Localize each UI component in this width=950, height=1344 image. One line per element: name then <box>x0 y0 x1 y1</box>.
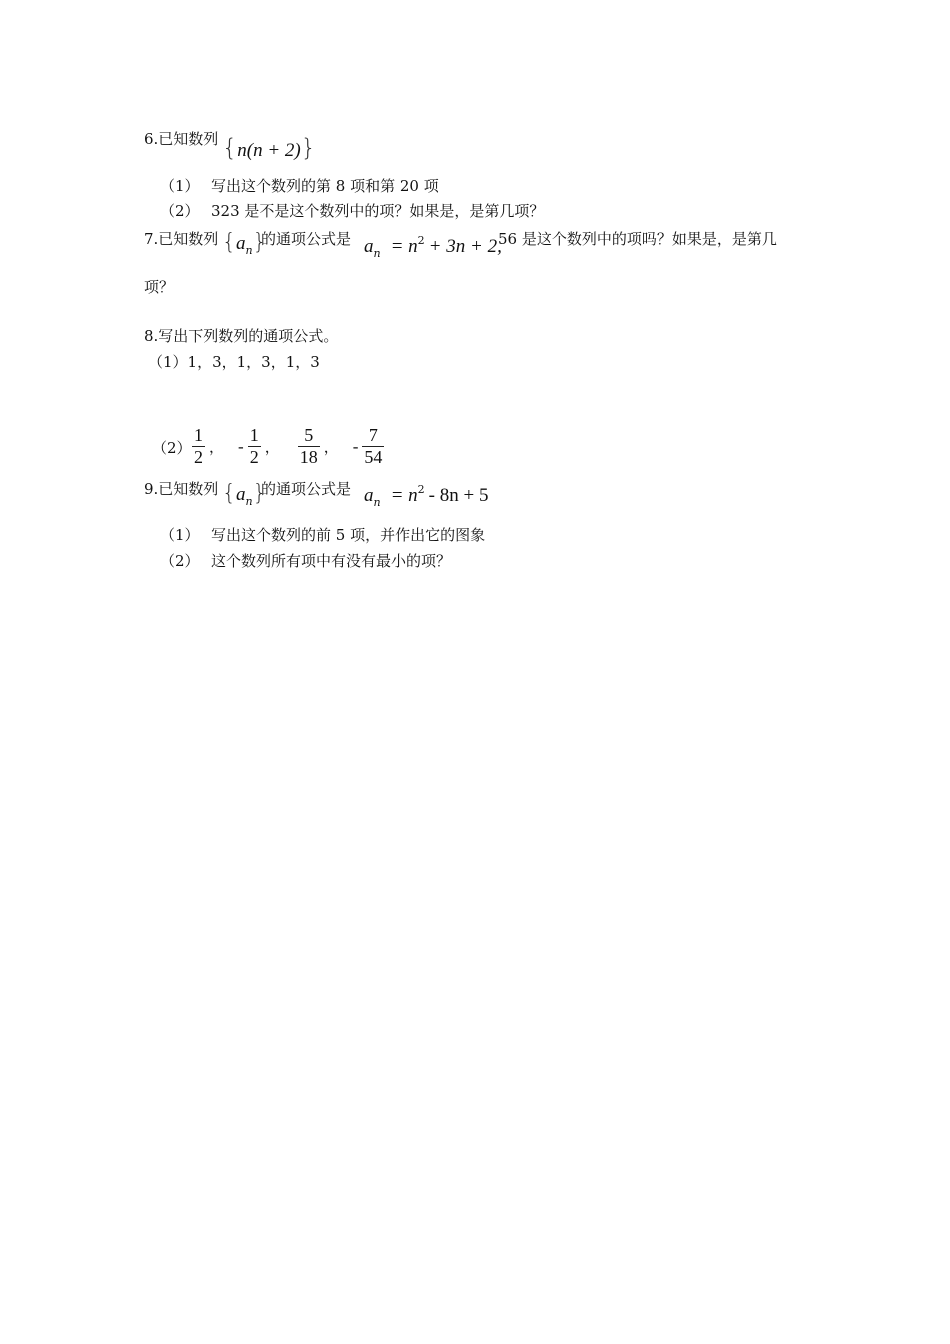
q8-frac-den: 54 <box>364 447 383 467</box>
q7-tail: 56 是这个数列中的项吗？如果是，是第几 <box>498 230 777 248</box>
q9-part2-label: （2） <box>160 552 200 570</box>
q9-set: $\{a_n\}$ <box>222 481 267 508</box>
q7-f-sub: n <box>373 247 381 260</box>
q7-set-sub: n <box>245 244 253 257</box>
q8-frac-num: 7 <box>362 425 384 447</box>
q6-part2-text: 323 是不是这个数列中的项？如果是，是第几项？ <box>211 202 545 220</box>
q7-stem: 7.已知数列 <box>144 230 219 248</box>
q9-f-var: a <box>364 485 374 506</box>
q8-part1: （1）1，3，1，3，1，3 <box>148 353 320 371</box>
q6-stem: 6.已知数列 <box>144 130 219 148</box>
q9-part2-text: 这个数列所有项中有没有最小的项？ <box>211 552 452 570</box>
q8-frac-den: 2 <box>194 447 203 467</box>
q8-fraction <box>192 425 205 468</box>
q9-formula <box>364 485 488 507</box>
q8-part2-label: （2） <box>152 439 192 457</box>
q8-frac-den: 18 <box>299 447 318 467</box>
q9-f-rhs: - 8n + 5 <box>428 485 489 506</box>
q7-f-var: a <box>364 236 374 257</box>
q8-frac-sep: ， <box>264 437 280 456</box>
q7-mid: 的通项公式是 <box>261 230 352 248</box>
q9-part1-label: （1） <box>160 526 200 544</box>
q8-frac-sign: - <box>352 436 359 456</box>
q8-fraction-list <box>188 425 388 468</box>
q9-f-exp: 2 <box>417 483 425 496</box>
q9-mid: 的通项公式是 <box>261 480 352 498</box>
q8-fraction <box>248 425 261 468</box>
q8-frac-sep: ， <box>209 437 225 456</box>
q8-frac-num: 1 <box>249 425 259 445</box>
q7-formula <box>364 236 502 258</box>
q7-f-rhs: + 3n + 2, <box>428 236 502 257</box>
q6-formula: {n(n + 2)} <box>222 134 317 162</box>
q6-part2-label: （2） <box>160 202 200 220</box>
q7-f-lhs: = n <box>390 236 418 257</box>
q6-formula-text: n(n + 2) <box>237 140 301 161</box>
q9-stem: 9.已知数列 <box>144 480 219 498</box>
q8-stem: 8.写出下列数列的通项公式。 <box>144 327 339 345</box>
q8-frac-sign: - <box>238 436 244 456</box>
q9-f-lhs: = n <box>390 485 418 506</box>
q6-part1-text: 写出这个数列的第 8 项和第 20 项 <box>211 177 439 195</box>
q8-frac-num: 1 <box>194 425 203 445</box>
q7-tail2: 项？ <box>144 278 175 296</box>
q9-part1-text: 写出这个数列的前 5 项，并作出它的图象 <box>211 526 486 544</box>
q7-set: $\{a_n\}$ <box>222 230 267 257</box>
q6-part1-label: （1） <box>160 177 200 195</box>
q9-set-var: a <box>236 484 246 505</box>
q8-fraction <box>298 425 320 468</box>
q7-f-exp: 2 <box>417 234 425 247</box>
q9-f-sub: n <box>373 496 381 509</box>
q8-fraction <box>362 425 384 468</box>
q9-set-sub: n <box>245 495 253 508</box>
q8-frac-num: 5 <box>298 425 320 447</box>
q7-set-var: a <box>236 233 246 254</box>
q8-frac-den: 2 <box>249 447 259 467</box>
q8-frac-sep: ， <box>323 437 339 456</box>
